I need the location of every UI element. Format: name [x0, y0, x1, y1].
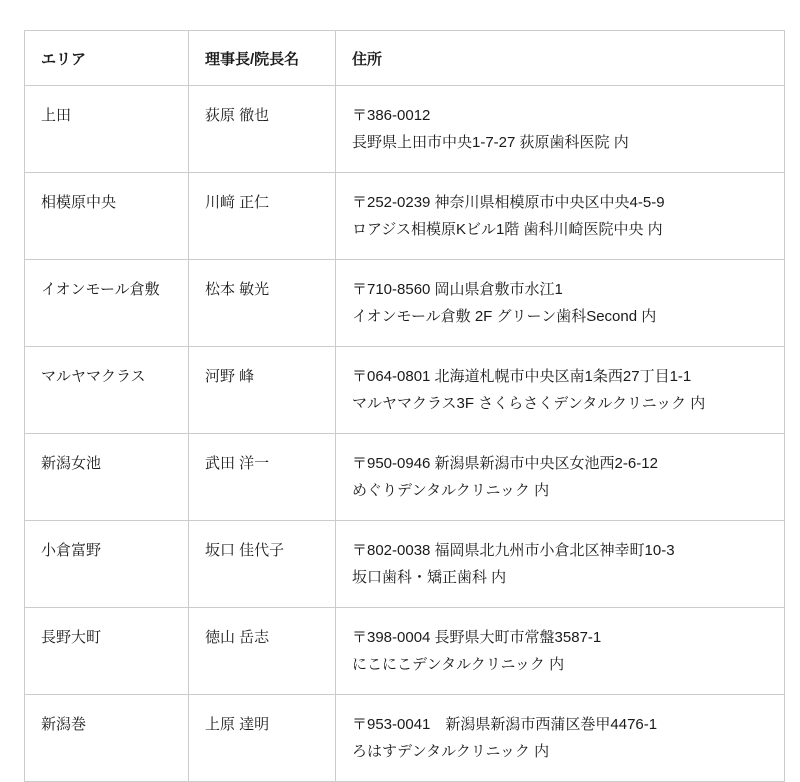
address-cell — [336, 260, 785, 347]
area-cell: 上田 — [25, 86, 189, 173]
address-line-2: ロアジス相模原Kビル1階 歯科川崎医院中央 内 — [352, 221, 663, 238]
address-line-2: 長野県上田市中央1-7-27 荻原歯科医院 内 — [352, 134, 629, 151]
address-line-1: 〒802-0038 福岡県北九州市小倉北区神幸町10-3 — [352, 542, 675, 559]
address-line-2: イオンモール倉敷 2F グリーン歯科Second 内 — [352, 308, 657, 325]
table-row — [25, 521, 785, 608]
address-line-2: 坂口歯科・矯正歯科 内 — [352, 569, 507, 586]
address-cell — [336, 434, 785, 521]
table-row — [25, 608, 785, 695]
address-cell — [336, 521, 785, 608]
column-header-address: 住所 — [336, 31, 785, 86]
director-cell: 上原 達明 — [189, 695, 336, 782]
address-line-1: 〒252-0239 神奈川県相模原市中央区中央4-5-9 — [352, 194, 665, 211]
area-cell: 小倉富野 — [25, 521, 189, 608]
address-line-1: 〒710-8560 岡山県倉敷市水江1 — [352, 281, 563, 298]
table-row — [25, 347, 785, 434]
address-line-2: にこにこデンタルクリニック 内 — [352, 656, 565, 673]
director-cell: 荻原 徹也 — [189, 86, 336, 173]
address-cell — [336, 86, 785, 173]
area-cell: 新潟女池 — [25, 434, 189, 521]
column-header-director: 理事長/院長名 — [189, 31, 336, 86]
address-cell — [336, 173, 785, 260]
director-cell: 徳山 岳志 — [189, 608, 336, 695]
address-line-2: ろはすデンタルクリニック 内 — [352, 743, 550, 760]
clinic-directory-table — [24, 30, 785, 782]
director-cell: 川﨑 正仁 — [189, 173, 336, 260]
column-header-area: エリア — [25, 31, 189, 86]
address-line-1: 〒386-0012 — [352, 107, 431, 124]
address-cell — [336, 608, 785, 695]
area-cell: 相模原中央 — [25, 173, 189, 260]
director-cell: 河野 峰 — [189, 347, 336, 434]
address-line-1: 〒398-0004 長野県大町市常盤3587-1 — [352, 629, 602, 646]
header-row — [25, 31, 785, 86]
clinic-directory-table-wrap — [24, 30, 784, 782]
director-cell: 武田 洋一 — [189, 434, 336, 521]
director-cell: 坂口 佳代子 — [189, 521, 336, 608]
address-line-2: マルヤマクラス3F さくらさくデンタルクリニック 内 — [352, 395, 706, 412]
table-row — [25, 86, 785, 173]
area-cell: 新潟巻 — [25, 695, 189, 782]
table-row — [25, 695, 785, 782]
table-row — [25, 173, 785, 260]
address-cell — [336, 347, 785, 434]
table-header — [25, 31, 785, 86]
director-cell: 松本 敏光 — [189, 260, 336, 347]
area-cell: 長野大町 — [25, 608, 189, 695]
table-body — [25, 86, 785, 782]
address-cell — [336, 695, 785, 782]
address-line-1: 〒953-0041 新潟県新潟市西蒲区巻甲4476-1 — [352, 716, 658, 733]
address-line-1: 〒064-0801 北海道札幌市中央区南1条西27丁目1-1 — [352, 368, 692, 385]
area-cell: イオンモール倉敷 — [25, 260, 189, 347]
table-row — [25, 260, 785, 347]
area-cell: マルヤマクラス — [25, 347, 189, 434]
address-line-2: めぐりデンタルクリニック 内 — [352, 482, 550, 499]
address-line-1: 〒950-0946 新潟県新潟市中央区女池西2-6-12 — [352, 455, 658, 472]
table-row — [25, 434, 785, 521]
